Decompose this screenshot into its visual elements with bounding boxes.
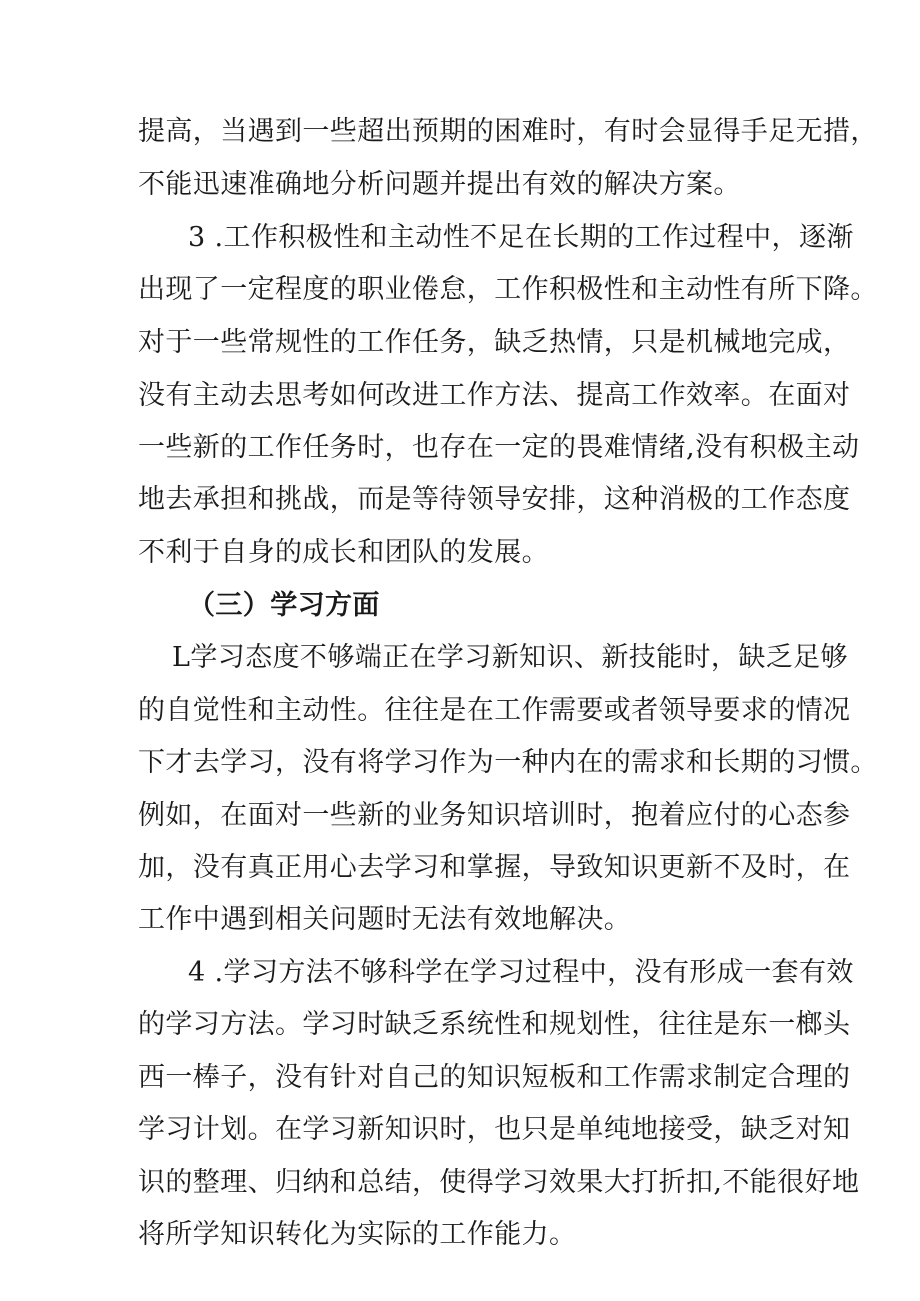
section-heading: （三）学习方面 [188,590,380,621]
text-line: 将所学知识转化为实际的工作能力。 [138,1219,577,1250]
text-line: 学习计划。在学习新知识时，也只是单纯地接受，缺乏对知 [138,1114,851,1145]
text-line: 没有主动去思考如何改进工作方法、提高工作效率。在面对 [138,380,851,411]
text-line: 对于一些常规性的工作任务，缺乏热情，只是机械地完成， [138,327,851,358]
text-line: 不利于自身的成长和团队的发展。 [138,537,549,568]
text-line: 例如，在面对一些新的业务知识培训时，抱着应付的心态参 [138,800,851,831]
text-line: 工作中遇到相关问题时无法有效地解决。 [138,904,632,935]
text-line: 识的整理、归纳和总结，使得学习效果大打折扣,不能很好地 [138,1167,860,1198]
text-line: 西一棒子，没有针对自己的知识短板和工作需求制定合理的 [138,1062,851,1093]
text-line: 的自觉性和主动性。往往是在工作需要或者领导要求的情况 [138,695,851,726]
text-line: 一些新的工作任务时，也存在一定的畏难情绪,没有积极主动 [138,432,860,463]
text-line: L学习态度不够端正在学习新知识、新技能时，缺乏足够 [172,642,848,673]
text-line: 下才去学习，没有将学习作为一种内在的需求和长期的习惯。 [138,747,878,778]
text-line: 的学习方法。学习时缺乏系统性和规划性，往往是东一榔头 [138,1009,851,1040]
text-line: 4 .学习方法不够科学在学习过程中，没有形成一套有效 [188,957,854,988]
text-line: 地去承担和挑战，而是等待领导安排，这种消极的工作态度 [138,484,851,515]
text-line: 不能迅速准确地分析问题并提出有效的解决方案。 [138,169,741,200]
text-line: 加，没有真正用心去学习和掌握，导致知识更新不及时，在 [138,852,851,883]
text-line: 提高，当遇到一些超出预期的困难时，有时会显得手足无措， [138,116,878,147]
text-line: 出现了一定程度的职业倦怠，工作积极性和主动性有所下降。 [138,274,878,305]
text-line: 3 .工作积极性和主动性不足在长期的工作过程中，逐渐 [188,222,854,253]
